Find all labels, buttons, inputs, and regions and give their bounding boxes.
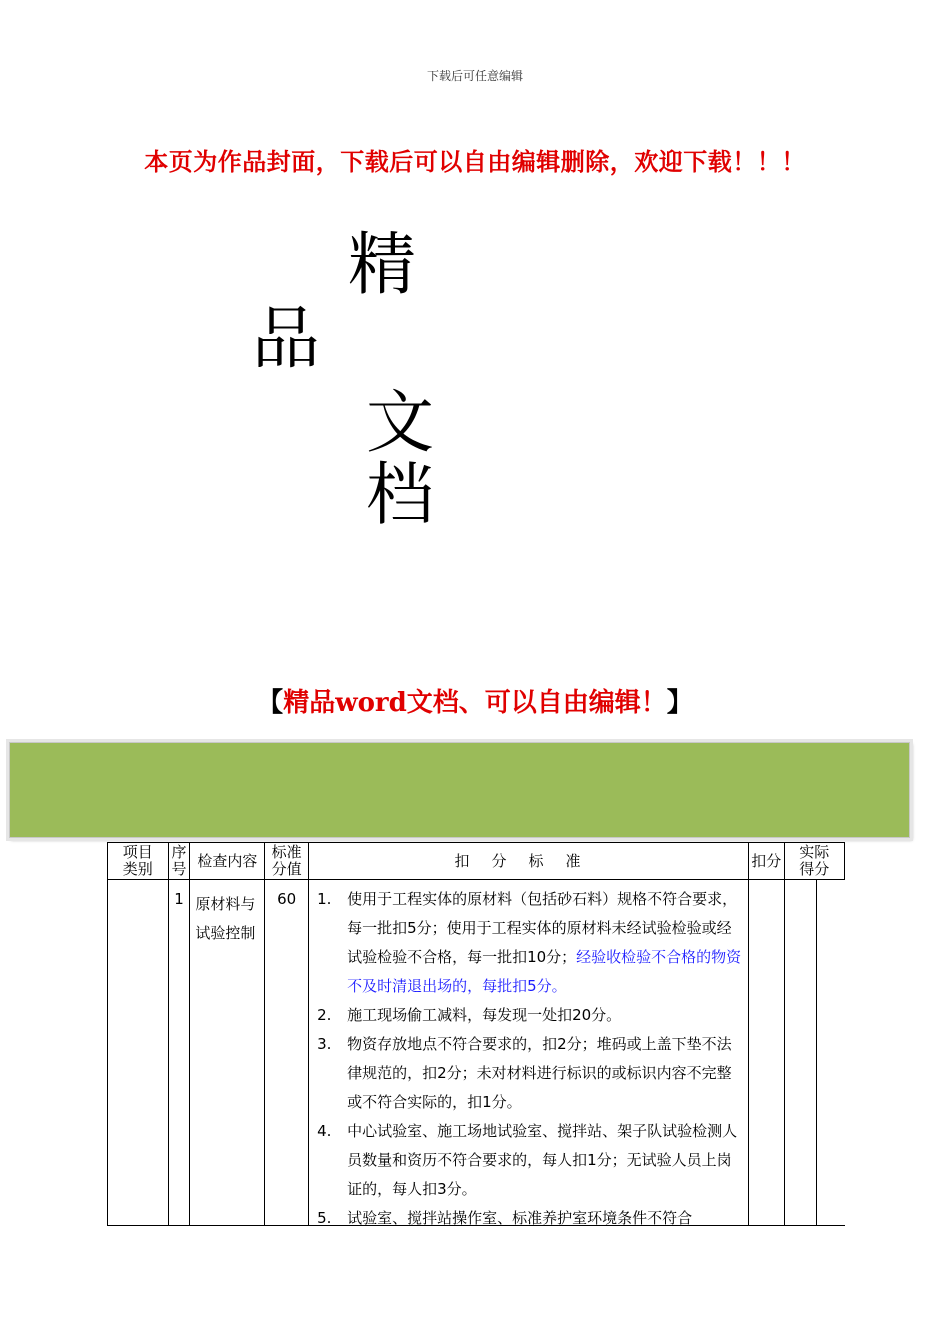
criteria-text-main: 使用于工程实体的原材料（包括砂石料）规格不符合要求，每一批扣5分；使用于工程实体的原材料未经试验检验或经试验检验不合格，每一批扣10分； [347,890,738,966]
criteria-number: 4. [317,1122,332,1140]
subtitle-open-bracket: 【 [257,688,284,718]
row-extra-cell [817,880,845,1227]
header-actual-score [784,843,844,880]
criteria-number: 1. [317,890,332,908]
row-actual-score [784,880,817,1227]
header-standard-score [265,843,309,880]
criteria-text [347,885,742,1001]
header-deduction [749,843,785,880]
criteria-number: 3. [317,1035,332,1053]
title-char-dang: 档 [366,456,435,535]
header-deduction-label: 扣分 [751,851,782,870]
criteria-list [317,885,742,1226]
criteria-item [317,1001,742,1030]
header-seq [168,843,190,880]
inspection-table-wrapper [107,842,845,1226]
criteria-item [317,1204,742,1226]
green-banner [9,742,910,838]
criteria-item [317,1030,742,1117]
inspection-table [107,842,845,1226]
subtitle-close-bracket: 】 [666,688,693,718]
row-criteria [309,880,749,1227]
header-criteria-label: 扣分标准 [454,851,603,870]
table-row [108,880,845,1227]
criteria-text: 物资存放地点不符合要求的，扣2分；堆码或上盖下垫不法律规范的，扣2分；未对材料进行标识的或标识内容不完整或不符合实际的，扣1分。 [347,1035,732,1111]
title-char-pin: 品 [252,300,321,379]
criteria-text: 中心试验室、施工场地试验室、搅拌站、架子队试验检测人员数量和资历不符合要求的，每人扣1分；无试验人员上岗证的，每人扣3分。 [347,1122,738,1198]
title-char-jing: 精 [348,226,417,305]
row-score: 60 [265,880,309,1227]
title-char-wen: 文 [366,384,435,463]
criteria-text-highlight: 经验收检验不合格的物资不及时清退出场的，每批扣5分。 [347,948,742,995]
subtitle-text: 精品word文档、可以自由编辑！ [283,688,667,718]
header-content [190,843,265,880]
criteria-text: 试验室、搅拌站操作室、标准养护室环境条件不符合 [347,1209,693,1226]
header-category [108,843,169,880]
row-content: 原材料与试验控制 [190,880,265,1227]
header-seq-label: 序号 [171,843,187,878]
criteria-text: 施工现场偷工减料，每发现一处扣20分。 [347,1006,622,1024]
criteria-number: 2. [317,1006,332,1024]
header-standard-score-label: 标准分值 [271,843,302,878]
header-category-label: 项目类别 [122,843,153,878]
cover-notice: 本页为作品封面，下载后可以自由编辑删除，欢迎下载！！！ [144,148,806,176]
row-deduction [749,880,785,1227]
header-note: 下载后可任意编辑 [426,69,523,83]
header-criteria [309,843,749,880]
criteria-number: 5. [317,1209,332,1226]
subtitle [0,682,950,719]
table-header-row [108,843,845,880]
row-seq: 1 [168,880,190,1227]
header-content-label: 检查内容 [197,851,258,870]
header-actual-score-label: 实际得分 [799,843,830,878]
criteria-item [317,1117,742,1204]
row-category [108,880,169,1227]
criteria-item [317,885,742,1001]
